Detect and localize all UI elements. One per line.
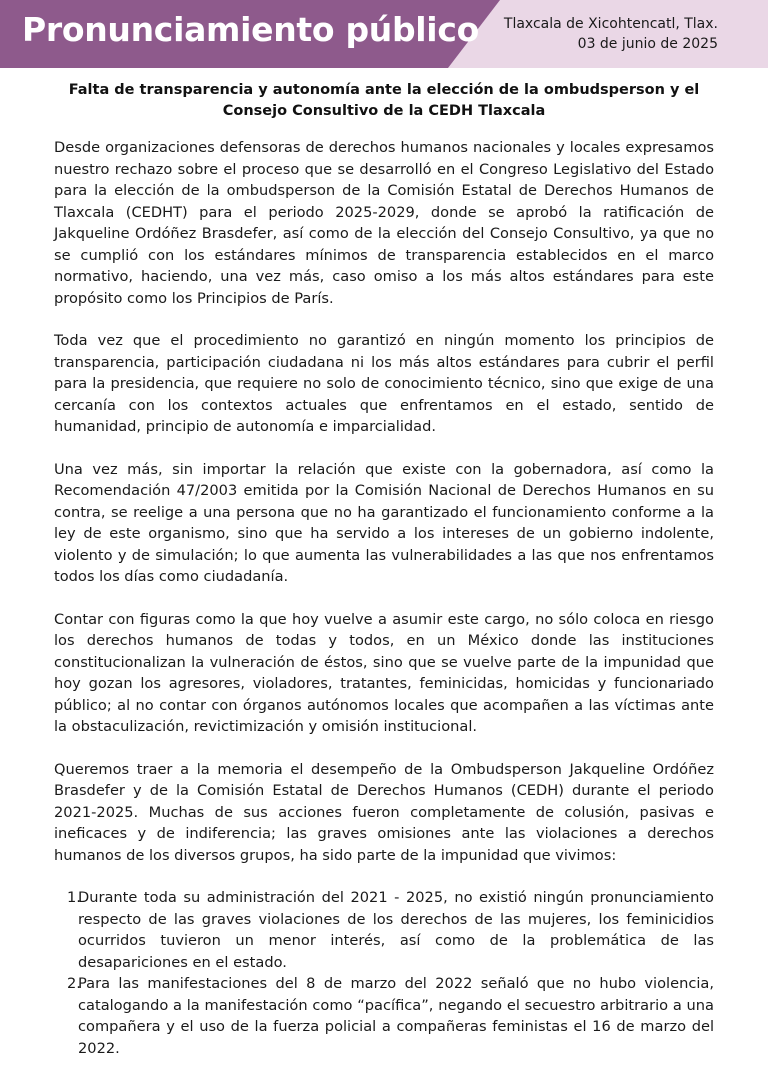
location: Tlaxcala de Xicohtencatl, Tlax. bbox=[503, 16, 718, 32]
list-number: 2. bbox=[67, 975, 81, 992]
document-body bbox=[54, 137, 714, 1059]
list-item bbox=[67, 887, 714, 973]
page-title: Pronunciamiento público bbox=[22, 10, 479, 49]
paragraph: Una vez más, sin importar la relación que existe con la gobernadora, así como la Recomendación 47/2003 emitida por la Comisión Nacional de Derechos Humanos en su contra, se reelige a una persona que no ha garantizado el funcionamiento conforme a la ley de este organismo, sino que ha servido a los intereses de un gobierno indolente, violento y de simulación; lo que aumenta las vulnerabilidades a las que nos enfrentamos todos los días como ciudadanía. bbox=[54, 460, 714, 585]
paragraph: Desde organizaciones defensoras de derechos humanos nacionales y locales expresamos nuestro rechazo sobre el proceso que se desarrolló en el Congreso Legislativo del Estado para la elección de la ombudsperson de la Comisión Estatal de Derechos Humanos de Tlaxcala (CEDHT) para el periodo 2025-2029, donde se aprobó la ratificación de Jakqueline Ordóñez Brasdefer, así como de la elección del Consejo Consultivo, ya que no se cumplió con los estándares mínimos de transparencia establecidos en el marco normativo, haciendo, una vez más, caso omiso a los más altos estándares para este propósito como los Principios de París. bbox=[54, 139, 714, 307]
header-bar bbox=[0, 0, 768, 68]
paragraph: Contar con figuras como la que hoy vuelve a asumir este cargo, no sólo coloca en riesgo los derechos humanos de todas y todos, en un México donde las instituciones constitucionalizan la vulneración de éstos, sino que se vuelve parte de la impunidad que hoy gozan los agresores, violadores, tratantes, feminicidas, homicidas y funcionariado público; al no contar con órganos autónomos locales que acompañen a las víctimas ante la obstaculización, revictimización y omisión institucional. bbox=[54, 610, 714, 735]
list-item-text: Para las manifestaciones del 8 de marzo del 2022 señaló que no hubo violencia, catalogando a la manifestación como “pacífica”, negando el secuestro arbitrario a una compañera y el uso de la fuerza policial a compañeras feministas el 16 de marzo del 2022. bbox=[78, 975, 714, 1057]
paragraph: Toda vez que el procedimiento no garantizó en ningún momento los principios de transparencia, participación ciudadana ni los más altos estándares para cubrir el perfil para la presidencia, que requiere no solo de conocimiento técnico, sino que exige de una cercanía con los contextos actuales que enfrentamos en el estado, sentido de humanidad, principio de autonomía e imparcialidad. bbox=[54, 332, 714, 435]
date: 03 de junio de 2025 bbox=[577, 36, 718, 52]
numbered-list bbox=[54, 887, 714, 1059]
paragraph: Queremos traer a la memoria el desempeño de la Ombudsperson Jakqueline Ordóñez Brasdefer y de la Comisión Estatal de Derechos Humanos (CEDH) durante el periodo 2021-2025. Muchas de sus acciones fueron completamente de colusión, pasivas e ineficaces y de indiferencia; las graves omisiones ante las violaciones a derechos humanos de los diversos grupos, ha sido parte de la impunidad que vivimos: bbox=[54, 760, 714, 864]
list-number: 1. bbox=[67, 889, 81, 906]
location-date bbox=[504, 14, 718, 54]
list-item-text: Durante toda su administración del 2021 - 2025, no existió ningún pronunciamiento respecto de las graves violaciones de los derechos de las mujeres, los feminicidios ocurridos tuvieron un menor interés, así como de la problemática de las desapariciones en el estado. bbox=[78, 889, 714, 971]
document-subtitle: Falta de transparencia y autonomía ante la elección de la ombudsperson y el Consejo Consultivo de la CEDH Tlaxcala bbox=[68, 82, 700, 119]
list-item bbox=[67, 973, 714, 1059]
